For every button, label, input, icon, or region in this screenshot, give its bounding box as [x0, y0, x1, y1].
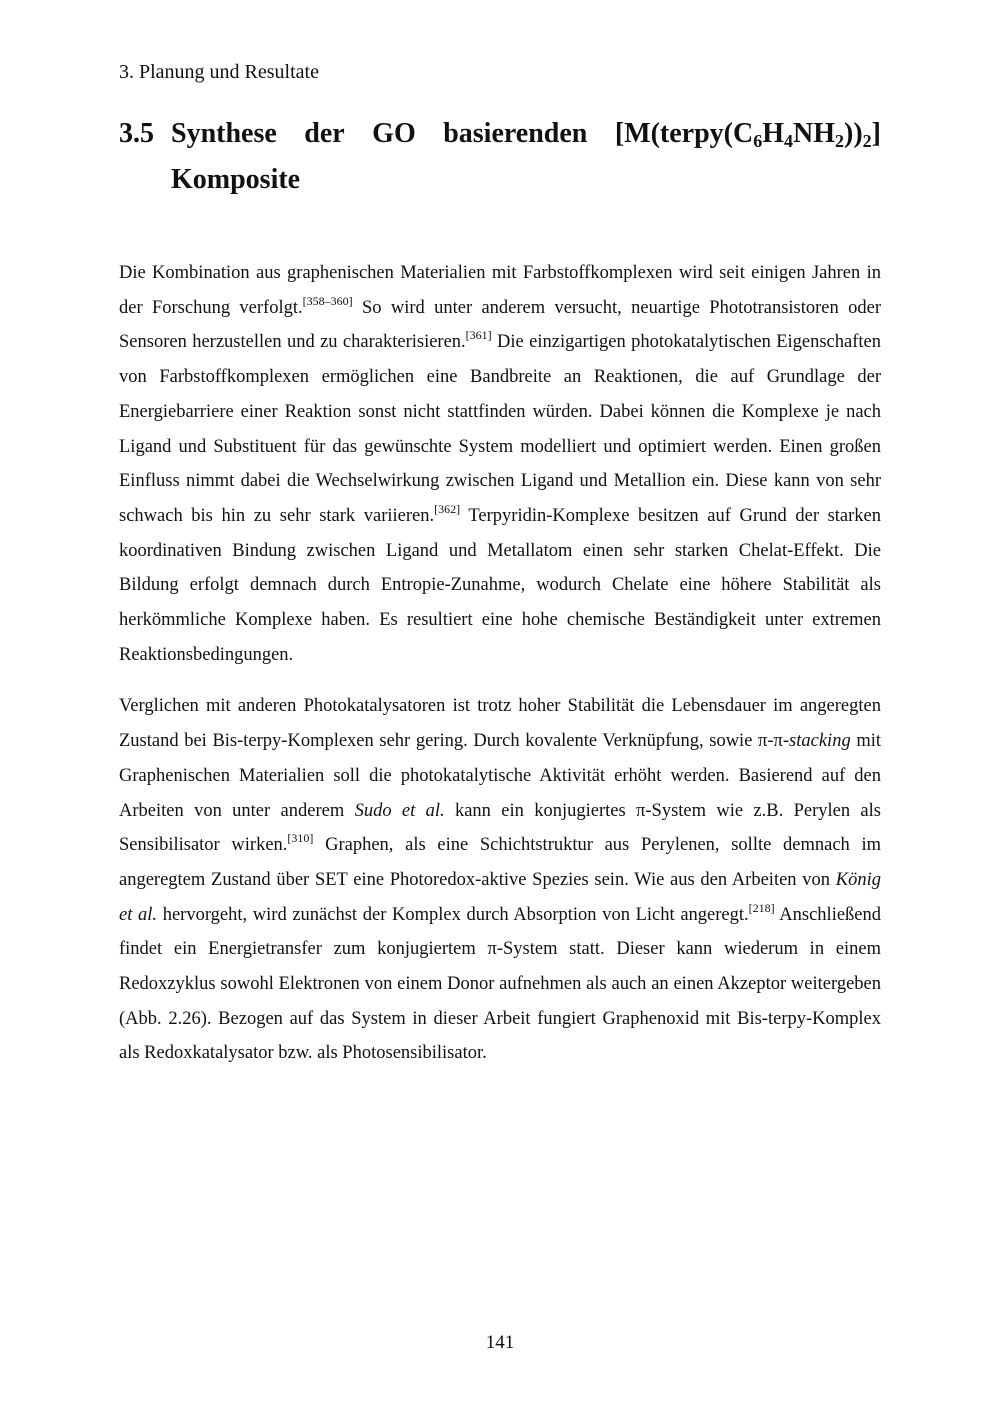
- citation-ref: [218]: [748, 900, 775, 915]
- section-heading-line-2: [119, 157, 881, 203]
- section-title-word: GO: [372, 118, 416, 149]
- section-title-continuation: Komposite: [171, 164, 301, 195]
- section-number: 3.5: [119, 118, 154, 149]
- section-title-word: Synthese: [171, 118, 277, 149]
- paragraph-text: Terpyridin-Komplexe besitzen auf Grund der starken koordinativen Bindung zwischen Ligand und Metallatom einen sehr starken Chelat-Effekt. Die Bildung erfolgt demnach durch Entropie-Zunahme, wodurch Chelate eine höhere Stabilität als herkömmliche Komplexe haben. Es resultiert eine hohe chemische Beständigkeit unter extremen Reaktionsbedingungen.: [119, 505, 882, 665]
- formula-part: ]: [871, 118, 881, 149]
- paragraph-text: Verglichen mit anderen Photokatalysatoren ist trotz hoher Stabilität die Lebensdauer im angeregten Zustand bei Bis-terpy-Komplexen sehr gering. Durch kovalente Verknüpfung, sowie π-π-: [119, 696, 881, 752]
- paragraph-1: [119, 256, 881, 672]
- paragraph-text: Anschließend findet ein Energietransfer zum konjugiertem π-System statt. Dieser kann wiederum in einem Redoxzyklus sowohl Elektronen von einem Donor aufnehmen als auch an einen Akzeptor weitergeben (Abb. 2.26). Bezogen auf das System in dieser Arbeit fungiert Graphenoxid mit Bis-terpy-Komplex als Redoxkatalysator bzw. als Photosensibilisator.: [119, 904, 882, 1064]
- formula-subscript: 2: [862, 131, 872, 151]
- section-title-words: [171, 111, 881, 157]
- formula-part: )): [844, 118, 863, 149]
- formula-part: H: [762, 118, 784, 149]
- paragraph-text: hervorgeht, wird zunächst der Komplex durch Absorption von Licht angeregt.: [157, 904, 749, 925]
- italic-author: Sudo et al.: [354, 800, 445, 821]
- citation-ref: [361]: [465, 328, 492, 343]
- citation-ref: [362]: [434, 501, 461, 516]
- paragraph-2: [119, 689, 881, 1071]
- paragraph-text: Die einzigartigen photokatalytischen Eigenschaften von Farbstoffkomplexen ermöglichen eine Bandbreite an Reaktionen, die auf Grundlage der Energiebarriere einer Reaktion sonst nicht stattfinden würden. Dabei können die Komplexe je nach Ligand und Substituent für das gewünschte System modelliert und optimiert werden. Einen großen Einfluss nimmt dabei die Wechselwirkung zwischen Ligand und Metallion ein. Diese kann von sehr schwach bis hin zu sehr stark variieren.: [119, 332, 881, 526]
- paragraph-text: kann ein konjugiertes π-System wie z.B. Perylen als Sensibilisator wirken.: [119, 800, 881, 856]
- section-heading: [119, 111, 881, 203]
- citation-ref: [358–360]: [302, 293, 353, 308]
- formula-subscript: 2: [835, 131, 844, 151]
- page-number: 141: [485, 1332, 515, 1353]
- formula-subscript: 4: [784, 131, 793, 151]
- section-heading-line-1: [119, 111, 881, 157]
- italic-author: König et al.: [119, 869, 881, 925]
- paragraph-text: Die Kombination aus graphenischen Materialien mit Farbstoffkomplexen wird seit einigen Jahren in der Forschung verfolgt.: [119, 263, 881, 318]
- formula-part: [M(terpy(C: [614, 118, 754, 149]
- section-title-word: der: [304, 118, 345, 149]
- citation-ref: [310]: [287, 831, 314, 846]
- running-header: 3. Planung und Resultate: [119, 61, 319, 83]
- section-title-word: basierenden: [443, 118, 588, 149]
- formula-subscript: 6: [753, 131, 763, 151]
- body-text: [119, 256, 881, 1071]
- section-title-formula: [615, 111, 881, 157]
- paragraph-text: Graphen, als eine Schichtstruktur aus Perylenen, sollte demnach im angeregtem Zustand über SET eine Photoredox-aktive Spezies sein. Wie aus den Arbeiten von: [119, 835, 882, 890]
- paragraph-text: mit Graphenischen Materialien soll die photokatalytische Aktivität erhöht werden. Basierend auf den Arbeiten von unter anderem: [119, 731, 881, 821]
- paragraph-text: So wird unter anderem versucht, neuartige Phototransistoren oder Sensoren herzustellen und zu charakterisieren.: [119, 297, 881, 353]
- formula-part: NH: [793, 118, 835, 149]
- italic-term: stacking: [789, 731, 851, 752]
